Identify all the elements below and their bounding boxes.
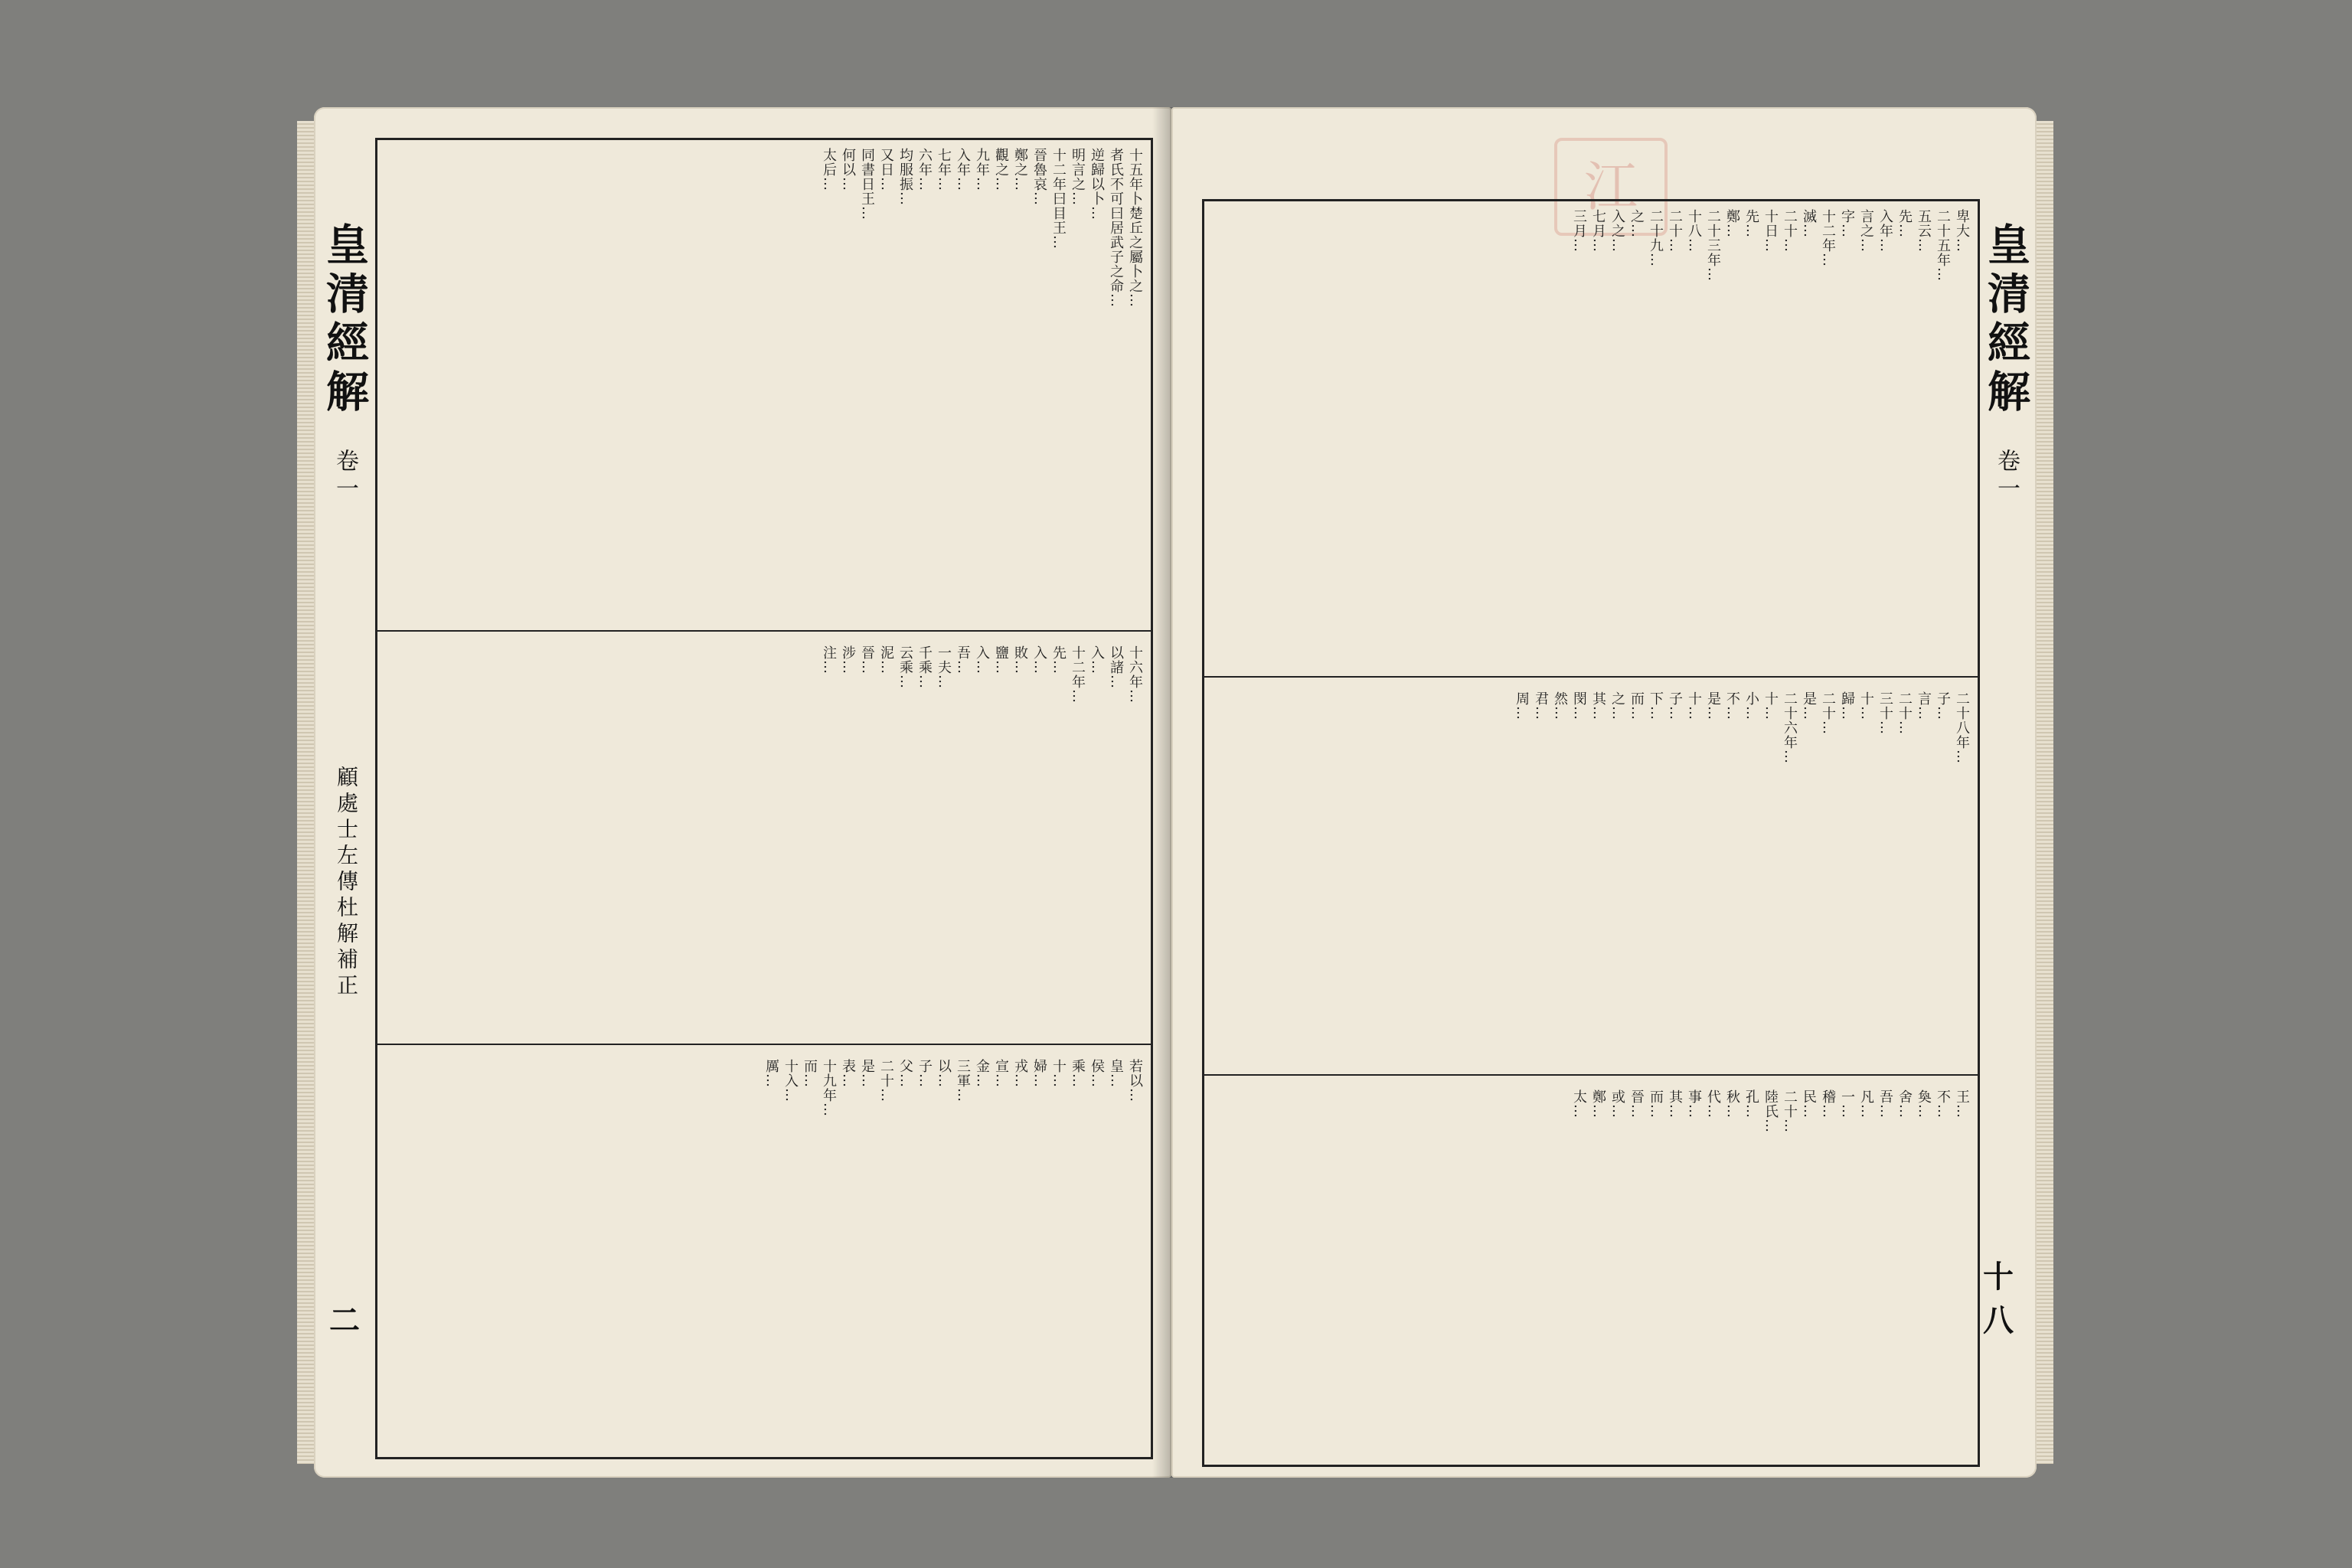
left-top-column: 者氏不可曰居武子之命… [1108, 148, 1124, 308]
right-top-column: 三月… [1571, 209, 1587, 253]
left-band-divider-1 [377, 630, 1151, 632]
left-middle-column: 千乘… [916, 645, 933, 689]
right-middle-column: 二十八年… [1954, 691, 1970, 764]
right-middle-column: 二十… [1896, 691, 1913, 735]
right-bottom-column: 不… [1935, 1089, 1951, 1119]
right-bottom-column: 而… [1648, 1089, 1664, 1119]
left-middle-column: 先… [1050, 645, 1067, 675]
left-page [314, 107, 1171, 1478]
page-edge-stack-right [2037, 121, 2053, 1464]
right-top-column: 五云… [1916, 209, 1932, 253]
right-bottom-column: 孔… [1743, 1089, 1759, 1119]
right-middle-column: 不… [1724, 691, 1740, 720]
left-middle-columns [385, 645, 1143, 1036]
left-middle-column: 吾… [955, 645, 971, 675]
right-bottom-column: 奐… [1916, 1089, 1932, 1119]
right-band-divider-1 [1204, 676, 1978, 678]
right-middle-column: 君… [1533, 691, 1549, 720]
left-middle-column: 鹽… [993, 645, 1009, 675]
right-bottom-column: 王… [1954, 1089, 1970, 1119]
left-middle-column: 一夫… [936, 645, 952, 689]
left-middle-column: 十六年… [1127, 645, 1143, 704]
right-top-column: 二十… [1782, 209, 1798, 253]
left-bottom-column: 父… [897, 1059, 913, 1088]
left-band-divider-2 [377, 1044, 1151, 1045]
right-top-column: 十日… [1762, 209, 1779, 253]
left-middle-column: 敗… [1012, 645, 1028, 675]
left-bottom-column: 以… [936, 1059, 952, 1088]
left-bottom-column: 厲… [763, 1059, 779, 1088]
right-bottom-columns [1212, 1089, 1970, 1449]
right-middle-column: 子… [1935, 691, 1951, 720]
right-middle-column: 是… [1705, 691, 1721, 720]
left-bottom-column: 金… [974, 1059, 990, 1088]
left-bottom-column: 三軍… [955, 1059, 971, 1102]
right-top-column: 之… [1628, 209, 1645, 238]
left-top-column: 又日… [878, 148, 894, 191]
left-top-column: 六年… [916, 148, 933, 191]
library-stamp: 江 [1554, 138, 1668, 236]
right-top-column: 入年… [1877, 209, 1893, 253]
right-top-column: 二十三年… [1705, 209, 1721, 282]
left-text-frame [375, 138, 1153, 1459]
right-middle-column: 二十… [1820, 691, 1836, 735]
left-bottom-column: 侯… [1089, 1059, 1105, 1088]
left-bottom-column: 二十… [878, 1059, 894, 1102]
right-top-column: 二十五年… [1935, 209, 1951, 282]
left-top-column: 逆歸以卜… [1089, 148, 1105, 220]
right-band-divider-2 [1204, 1074, 1978, 1076]
right-middle-column: 十… [1858, 691, 1874, 720]
right-bottom-column: 鄭… [1590, 1089, 1606, 1119]
left-top-column: 何以… [840, 148, 856, 191]
left-bottom-column: 皇… [1108, 1059, 1124, 1088]
right-middle-column: 是… [1801, 691, 1817, 720]
right-bottom-column: 稽… [1820, 1089, 1836, 1119]
left-middle-column: 涉… [840, 645, 856, 675]
right-middle-column: 子… [1667, 691, 1683, 720]
left-top-column: 七年… [936, 148, 952, 191]
right-middle-column: 下… [1648, 691, 1664, 720]
right-top-column: 入之… [1609, 209, 1625, 253]
left-middle-column: 云乘… [897, 645, 913, 689]
left-top-column: 晉魯哀… [1031, 148, 1047, 206]
left-middle-column: 入… [974, 645, 990, 675]
left-bottom-column: 十… [1050, 1059, 1067, 1088]
right-bottom-column: 民… [1801, 1089, 1817, 1119]
right-page [1171, 107, 2037, 1478]
left-bottom-column: 十入… [782, 1059, 799, 1102]
left-top-column: 鄭之… [1012, 148, 1028, 191]
right-top-column: 先… [1896, 209, 1913, 238]
left-top-column: 觀之… [993, 148, 1009, 191]
right-middle-column: 三十… [1877, 691, 1893, 735]
right-middle-column: 小… [1743, 691, 1759, 720]
left-middle-column: 十二年… [1070, 645, 1086, 704]
open-book [314, 107, 2037, 1478]
page-edge-stack-left [297, 121, 314, 1464]
left-bottom-column: 而… [802, 1059, 818, 1088]
right-middle-column: 十… [1762, 691, 1779, 720]
left-top-column: 十二年曰目王… [1050, 148, 1067, 250]
right-middle-column: 而… [1628, 691, 1645, 720]
right-bottom-column: 陸氏… [1762, 1089, 1779, 1133]
left-top-column: 九年… [974, 148, 990, 191]
right-volume: 卷一 [1993, 449, 2020, 504]
left-bottom-column: 子… [916, 1059, 933, 1088]
left-bottom-columns [385, 1059, 1143, 1442]
left-middle-column: 入… [1089, 645, 1105, 675]
right-top-column: 字… [1839, 209, 1855, 238]
right-middle-column: 言… [1916, 691, 1932, 720]
right-margin-title [1983, 107, 2029, 1478]
left-bottom-column: 婦… [1031, 1059, 1047, 1088]
right-top-column: 鄭… [1724, 209, 1740, 238]
right-middle-column: 歸… [1839, 691, 1855, 720]
right-middle-column: 其… [1590, 691, 1606, 720]
right-bottom-column: 代… [1705, 1089, 1721, 1119]
right-bottom-column: 吾… [1877, 1089, 1893, 1119]
right-top-column: 十八… [1686, 209, 1702, 253]
left-top-column: 十五年卜楚丘之屬卜之… [1127, 148, 1143, 308]
left-top-column: 均服振… [897, 148, 913, 206]
right-middle-column: 十… [1686, 691, 1702, 720]
left-top-column: 明言之… [1070, 148, 1086, 206]
right-middle-column: 之… [1609, 691, 1625, 720]
left-margin-title-text: 皇清經解 [319, 222, 370, 418]
right-bottom-column: 晉… [1628, 1089, 1645, 1119]
left-page-number: 二 [329, 1302, 360, 1338]
left-bottom-column: 宣… [993, 1059, 1009, 1088]
right-bottom-column: 其… [1667, 1089, 1683, 1119]
right-text-frame [1202, 199, 1980, 1467]
right-bottom-column: 事… [1686, 1089, 1702, 1119]
left-bottom-column: 戎… [1012, 1059, 1028, 1088]
left-top-column: 同書日王… [859, 148, 875, 220]
right-top-column: 十二年… [1820, 209, 1836, 267]
right-top-column: 先… [1743, 209, 1759, 238]
right-margin-title-text: 皇清經解 [1981, 222, 2031, 418]
right-middle-column: 二十六年… [1782, 691, 1798, 764]
right-middle-column: 然… [1552, 691, 1568, 720]
right-bottom-column: 秋… [1724, 1089, 1740, 1119]
right-top-column: 卑大… [1954, 209, 1970, 253]
right-bottom-column: 舍… [1896, 1089, 1913, 1119]
right-top-column: 二十九… [1648, 209, 1664, 267]
left-top-column: 太后… [821, 148, 837, 191]
right-middle-column: 閔… [1571, 691, 1587, 720]
left-middle-column: 入… [1031, 645, 1047, 675]
right-top-columns [1212, 209, 1970, 668]
left-bottom-column: 若以… [1127, 1059, 1143, 1102]
right-bottom-column: 或… [1609, 1089, 1625, 1119]
left-volume: 卷一 [332, 449, 358, 504]
right-bottom-column: 二十… [1782, 1089, 1798, 1133]
left-middle-column: 以諸… [1108, 645, 1124, 689]
left-middle-column: 晉… [859, 645, 875, 675]
left-bottom-column: 表… [840, 1059, 856, 1088]
left-top-columns [385, 148, 1143, 622]
right-middle-columns [1212, 691, 1970, 1067]
left-middle-column: 注… [821, 645, 837, 675]
right-top-column: 滅… [1801, 209, 1817, 238]
left-bottom-column: 乘… [1070, 1059, 1086, 1088]
left-top-column: 入年… [955, 148, 971, 191]
right-top-column: 七月… [1590, 209, 1606, 253]
left-bottom-column: 十九年… [821, 1059, 837, 1117]
left-author-line: 顧處士左傳杜解補正 [334, 766, 359, 1000]
right-page-number: 十八 [1983, 1259, 2014, 1338]
right-bottom-column: 一… [1839, 1089, 1855, 1119]
right-bottom-column: 凡… [1858, 1089, 1874, 1119]
right-top-column: 二十… [1667, 209, 1683, 253]
left-bottom-column: 是… [859, 1059, 875, 1088]
right-middle-column: 周… [1514, 691, 1530, 720]
left-middle-column: 泥… [878, 645, 894, 675]
right-bottom-column: 太… [1571, 1089, 1587, 1119]
right-top-column: 言之… [1858, 209, 1874, 253]
